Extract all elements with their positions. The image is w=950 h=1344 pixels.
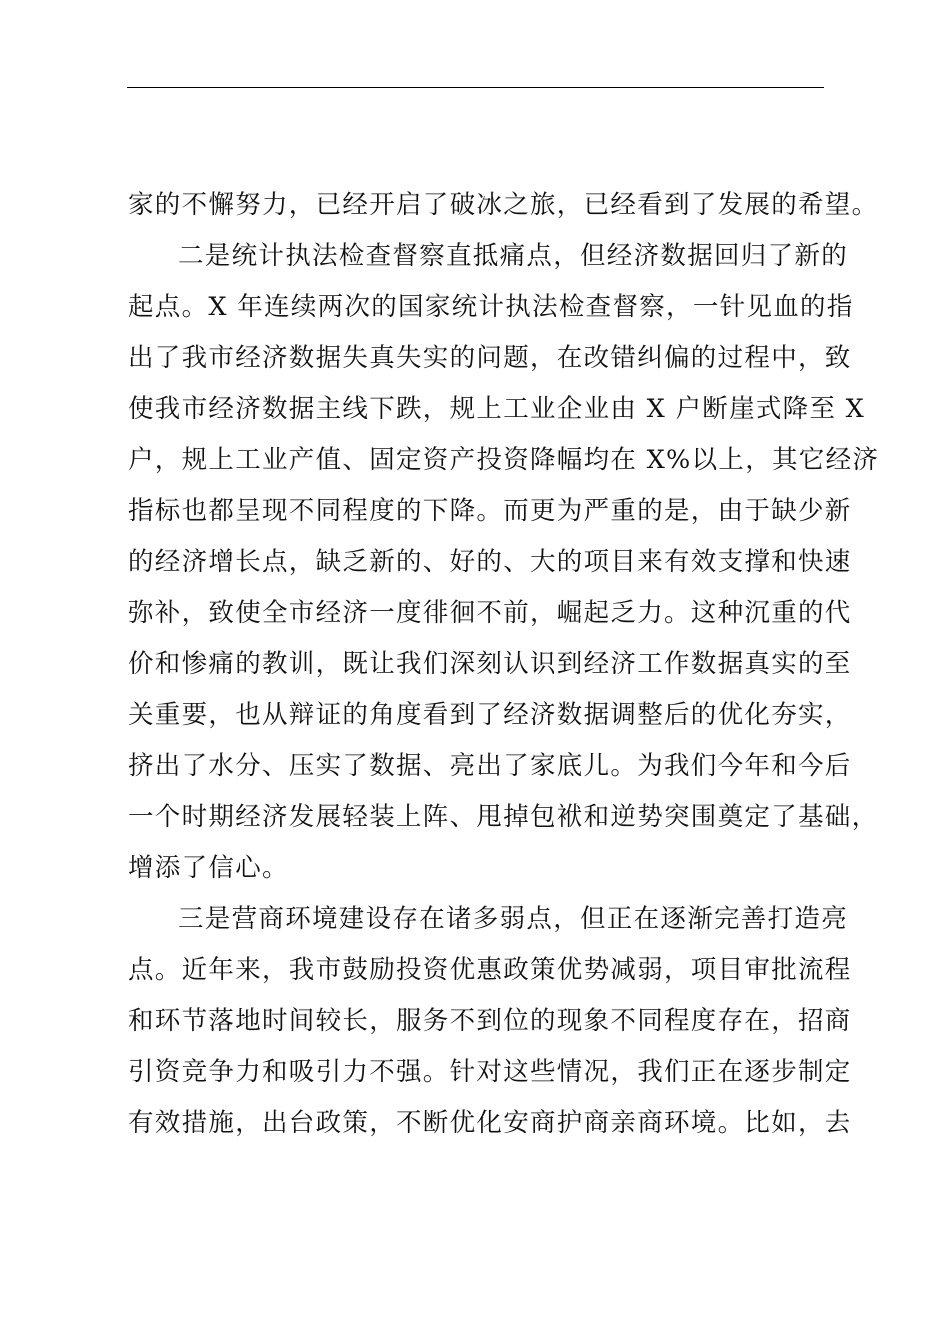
text-line: 弥补，致使全市经济一度徘徊不前，崛起乏力。这种沉重的代: [128, 598, 852, 628]
text-line: 家的不懈努力，已经开启了破冰之旅，已经看到了发展的希望。: [128, 190, 879, 220]
text-line: 价和惨痛的教训，既让我们深刻认识到经济工作数据真实的至: [128, 649, 852, 679]
text-line: 的经济增长点，缺乏新的、好的、大的项目来有效支撑和快速: [128, 547, 852, 577]
text-line: 挤出了水分、压实了数据、亮出了家底儿。为我们今年和今后: [128, 751, 852, 781]
text-line: 起点。X 年连续两次的国家统计执法检查督察，一针见血的指: [128, 292, 854, 322]
text-line: 增添了信心。: [128, 853, 289, 883]
text-line: 使我市经济数据主线下跌，规上工业企业由 X 户断崖式降至 X: [128, 394, 866, 424]
text-line: 一个时期经济发展轻装上阵、甩掉包袱和逆势突围奠定了基础，: [128, 802, 879, 832]
text-line: 指标也都呈现不同程度的下降。而更为严重的是，由于缺少新: [128, 496, 852, 526]
text-line: 引资竞争力和吸引力不强。针对这些情况，我们正在逐步制定: [128, 1057, 852, 1087]
text-line: 点。近年来，我市鼓励投资优惠政策优势减弱，项目审批流程: [128, 955, 852, 985]
text-line: 有效措施，出台政策，不断优化安商护商亲商环境。比如，去: [128, 1108, 852, 1138]
paragraph-start-line: 二是统计执法检查督察直抵痛点，但经济数据回归了新的: [178, 241, 849, 271]
text-line: 出了我市经济数据失真失实的问题，在改错纠偏的过程中，致: [128, 343, 852, 373]
text-line: 户，规上工业产值、固定资产投资降幅均在 X%以上，其它经济: [128, 445, 880, 475]
text-line: 和环节落地时间较长，服务不到位的现象不同程度存在，招商: [128, 1006, 852, 1036]
text-line: 关重要，也从辩证的角度看到了经济数据调整后的优化夯实，: [128, 700, 852, 730]
paragraph-start-line: 三是营商环境建设存在诸多弱点，但正在逐渐完善打造亮: [178, 904, 849, 934]
header-rule: [127, 87, 824, 88]
